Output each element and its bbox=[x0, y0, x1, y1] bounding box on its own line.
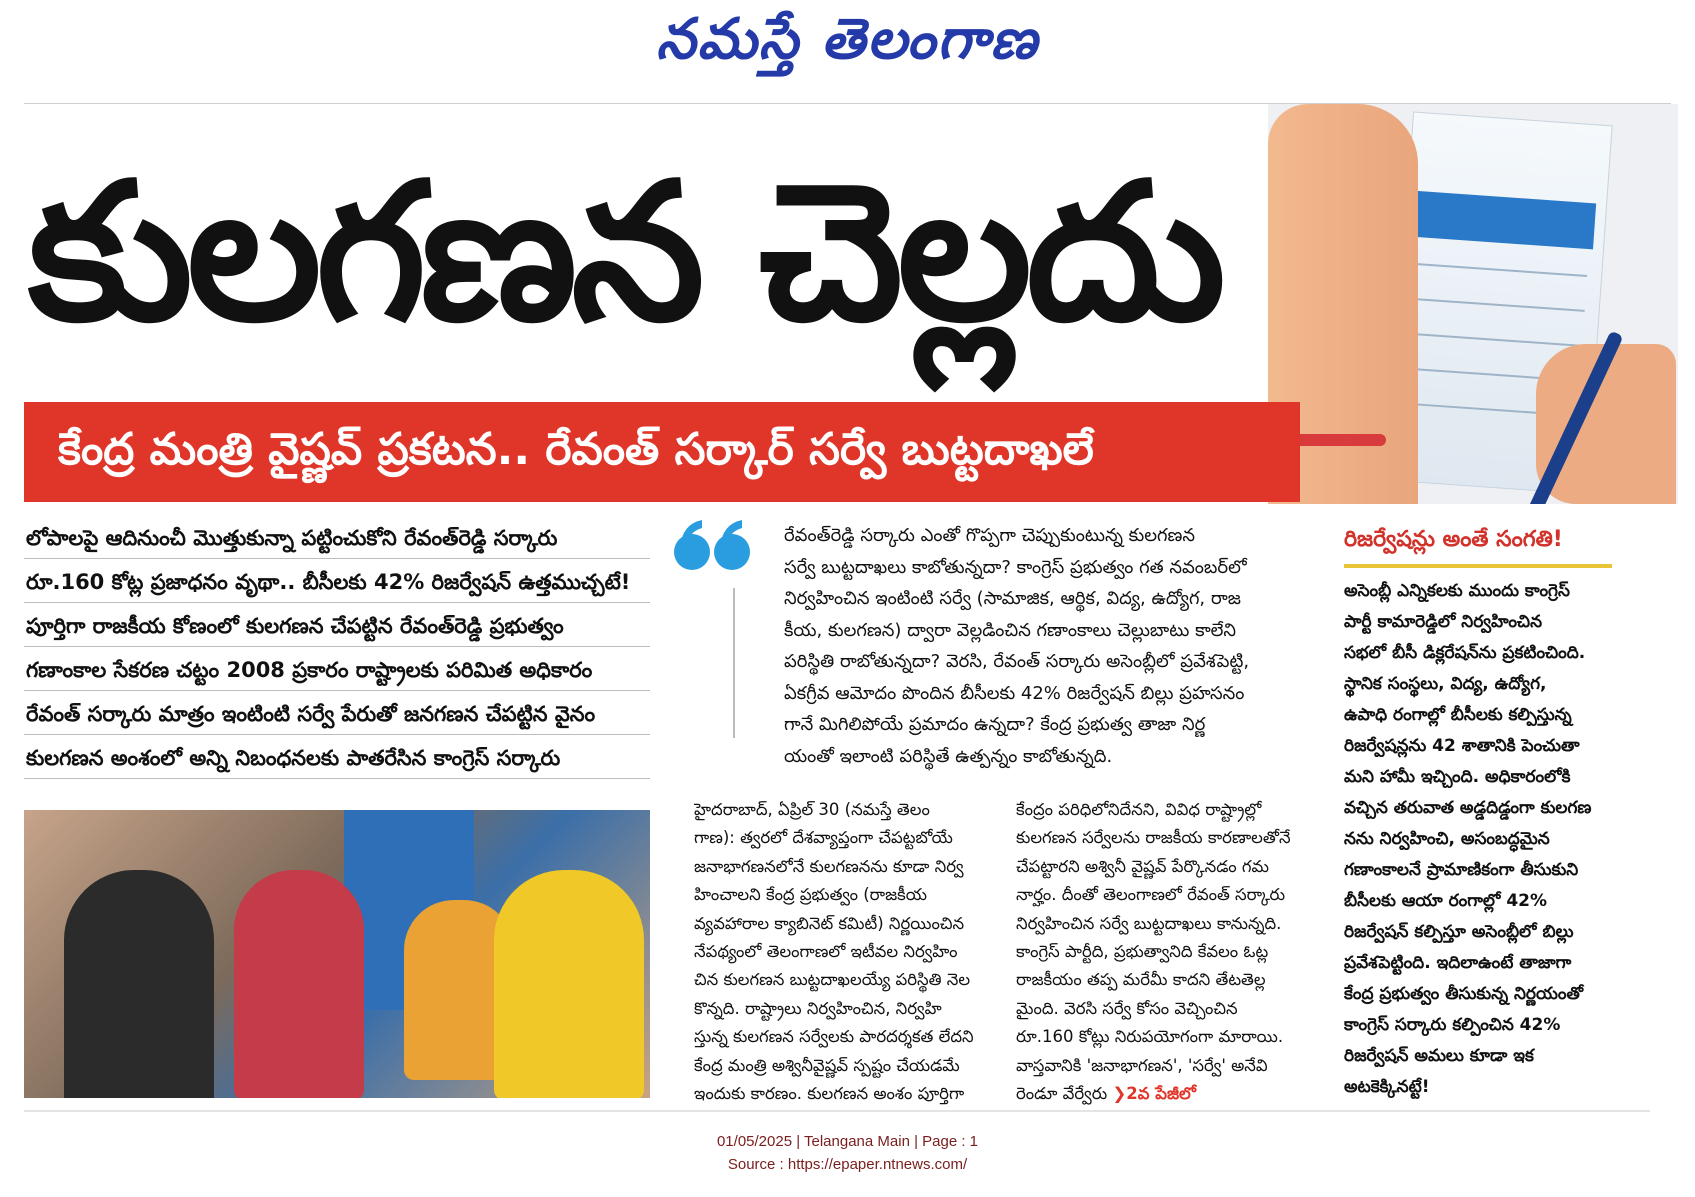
article-line: చిన కులగణన బుట్టదాఖలయ్యే పరిస్థితి నెల bbox=[694, 970, 971, 990]
highlight-item: గణాంకాల సేకరణ చట్టం 2008 ప్రకారం రాష్ట్రాలకు పరిమిత అధికారం bbox=[24, 650, 650, 691]
subheadline: కేంద్ర మంత్రి వైష్ణవ్ ప్రకటన.. రేవంత్ సర్కార్ సర్వే బుట్టదాఖలే bbox=[58, 424, 1094, 475]
pull-quote-line: రేవంత్‌రెడ్డి సర్కారు ఎంతో గొప్పగా చెప్పుకుంటున్న కులగణన bbox=[784, 525, 1196, 546]
article-line: గాణ): త్వరలో దేశవ్యాప్తంగా చేపట్టబోయే bbox=[694, 828, 953, 848]
quote-icon bbox=[672, 518, 754, 578]
pull-quote-line: యంతో ఇలాంటి పరిస్థితే ఉత్పన్నం కాబోతున్నది. bbox=[784, 745, 1113, 767]
sidebar-line: అటకెక్కినట్టే! bbox=[1344, 1077, 1430, 1097]
article-line: కేంద్ర మంత్రి అశ్వినీవైష్ణవ్ స్పష్టం చేయడమే bbox=[694, 1055, 960, 1075]
sidebar-line: వచ్చిన తరువాత అడ్డదిడ్డంగా కులగణ bbox=[1344, 798, 1592, 818]
article-line: చేపట్టారని అశ్వినీ వైష్ణవ్ పేర్కొనడం గమ bbox=[1016, 856, 1269, 876]
article-line: ఇందుకు కారణం. కులగణన అంశం పూర్తిగా bbox=[694, 1084, 965, 1104]
pull-quote-line: ఏకగ్రీవ ఆమోదం పొందిన బీసీలకు 42% రిజర్వేషన్ బిల్లు ప్రహసనం bbox=[784, 682, 1245, 704]
sidebar-line: స్థానిక సంస్థలు, విద్య, ఉద్యోగ, bbox=[1344, 674, 1547, 694]
sidebar-line: ఉపాధి రంగాల్లో బీసీలకు కల్పిస్తున్న bbox=[1344, 705, 1572, 725]
article-line: హైదరాబాద్, ఏప్రిల్ 30 (నమస్తే తెలం bbox=[694, 800, 930, 819]
article-line: కేంద్రం పరిధిలోనిదేనని, వివిధ రాష్ట్రాల్లో bbox=[1016, 800, 1262, 819]
highlight-item: పూర్తిగా రాజకీయ కోణంలో కులగణన చేపట్టిన రేవంత్‌రెడ్డి ప్రభుత్వం bbox=[24, 606, 650, 647]
highlight-item: రేవంత్ సర్కారు మాత్రం ఇంటింటి సర్వే పేరుతో జనగణన చేపట్టిన వైనం bbox=[24, 694, 650, 735]
article-line: రాజకీయం తప్ప మరేమీ కాదని తేటతెల్ల bbox=[1016, 970, 1266, 990]
article-column-1 bbox=[694, 796, 1010, 1108]
quote-rule bbox=[733, 588, 735, 738]
sidebar-box bbox=[1344, 518, 1656, 1103]
sidebar-line: నను నిర్వహించి, అసంబద్ధమైన bbox=[1344, 829, 1550, 849]
sidebar-line: కాంగ్రెస్ సర్కారు కల్పించిన 42% bbox=[1344, 1015, 1561, 1035]
newspaper-logo: నమస్తే తెలంగాణ bbox=[656, 6, 1039, 72]
sidebar-line: ప్రవేశపెట్టింది. ఇదిలాఉంటే తాజాగా bbox=[1344, 953, 1572, 973]
sidebar-line: గణాంకాలనే ప్రామాణికంగా తీసుకుని bbox=[1344, 860, 1579, 880]
article-line: మైంది. వెరసి సర్వే కోసం వెచ్చించిన bbox=[1016, 998, 1238, 1018]
article-line: రూ.160 కోట్లు నిరుపయోగంగా మారాయి. bbox=[1016, 1027, 1284, 1047]
pull-quote-line: నిర్వహించిన ఇంటింటి సర్వే (సామాజిక, ఆర్థిక, విద్య, ఉద్యోగ, రాజ bbox=[784, 588, 1241, 609]
highlights-list bbox=[24, 518, 650, 782]
article-line: వాస్తవానికి 'జనాభాగణన', 'సర్వే' అనేవి bbox=[1016, 1055, 1268, 1075]
article-line: స్తున్న కులగణన సర్వేలకు పారదర్శకత లేదని bbox=[694, 1027, 974, 1047]
article-line: జనాభాగణనలోనే కులగణనను కూడా నిర్వ bbox=[694, 856, 964, 876]
highlight-item: రూ.160 కోట్ల ప్రజాధనం వృథా.. బీసీలకు 42% రిజర్వేషన్ ఉత్తముచ్చటే! bbox=[24, 562, 650, 603]
sidebar-line: రిజర్వేషన్లను 42 శాతానికి పెంచుతా bbox=[1344, 736, 1580, 756]
sidebar-line: రిజర్వేషన్ అమలు కూడా ఇక bbox=[1344, 1046, 1534, 1066]
article-line: నార్హం. దీంతో తెలంగాణలో రేవంత్ సర్కారు bbox=[1016, 885, 1286, 905]
sidebar-line: అసెంబ్లీ ఎన్నికలకు ముందు కాంగ్రెస్ bbox=[1344, 581, 1570, 601]
article-line-last bbox=[1016, 1080, 1332, 1108]
sidebar-body bbox=[1344, 576, 1656, 1103]
pull-quote-line: కీయ, కులగణన) ద్వారా వెల్లడించిన గణాంకాలు చెల్లుబాటు కాలేని bbox=[784, 619, 1237, 641]
person-boy bbox=[494, 870, 644, 1098]
sidebar-title: రిజర్వేషన్లు అంతే సంగతి! bbox=[1344, 518, 1612, 568]
pull-quote-line: పరిస్థితి రాబోతున్నదా? వెరసి, రేవంత్ సర్కారు అసెంబ్లీలో ప్రవేశపెట్టి, bbox=[784, 651, 1250, 672]
subheadline-banner bbox=[24, 402, 1300, 502]
article-line: హించాలని కేంద్ర ప్రభుత్వం (రాజకీయ bbox=[694, 885, 927, 905]
article-line: నేపథ్యంలో తెలంగాణలో ఇటీవల నిర్వహిం bbox=[694, 942, 958, 962]
person-surveyor bbox=[234, 870, 364, 1098]
person-girl bbox=[64, 870, 214, 1098]
sidebar-line: రిజర్వేషన్ కల్పిస్తూ అసెంబ్లీలో బిల్లు bbox=[1344, 922, 1574, 942]
sidebar-line: బీసీలకు ఆయా రంగాల్లో 42% bbox=[1344, 891, 1548, 911]
highlight-item: లోపాలపై ఆదినుంచీ మొత్తుకున్నా పట్టించుకోని రేవంత్‌రెడ్డి సర్కారు bbox=[24, 518, 650, 559]
article-line: వ్యవహారాల క్యాబినెట్ కమిటీ) నిర్ణయించిన bbox=[694, 913, 965, 933]
pull-quote-line: సర్వే బుట్టదాఖలు కాబోతున్నదా? కాంగ్రెస్ ప్రభుత్వం గత నవంబర్‌లో bbox=[784, 556, 1247, 578]
edition-info: 01/05/2025 | Telangana Main | Page : 1 bbox=[716, 1133, 979, 1150]
sidebar-line: పార్టీ కామారెడ్డిలో నిర్వహించిన bbox=[1344, 612, 1543, 632]
sidebar-line: కేంద్ర ప్రభుత్వం తీసుకున్న నిర్ణయంతో bbox=[1344, 984, 1584, 1004]
sidebar-line: మని హామీ ఇచ్చింది. అధికారంలోకి bbox=[1344, 767, 1571, 787]
article-line: కాంగ్రెస్ పార్టీది, ప్రభుత్వానిది కేవలం ఓట్ల bbox=[1016, 942, 1269, 962]
masthead bbox=[0, 0, 1695, 102]
survey-form-photo bbox=[1268, 104, 1678, 504]
continued-on-page-link[interactable]: ❯2వ పేజీలో bbox=[1112, 1084, 1197, 1104]
article-column-2 bbox=[1016, 796, 1332, 1108]
article-line: కులగణన సర్వేలను రాజకీయ కారణాలతోనే bbox=[1016, 828, 1291, 848]
article-line: రెండూ వేర్వేరు bbox=[1016, 1084, 1108, 1104]
article-line: నిర్వహించిన సర్వే బుట్టదాఖలు కానున్నది. bbox=[1016, 913, 1282, 933]
pull-quote-line: గానే మిగిలిపోయే ప్రమాదం ఉన్నదా? కేంద్ర ప్రభుత్వ తాజా నిర్ణ bbox=[784, 714, 1206, 735]
highlight-item: కులగణన అంశంలో అన్ని నిబంధనలకు పాతరేసిన కాంగ్రెస్ సర్కారు bbox=[24, 738, 650, 779]
sidebar-line: సభలో బీసీ డిక్లరేషన్‌ను ప్రకటించింది. bbox=[1344, 643, 1586, 663]
survey-scene-photo bbox=[24, 810, 650, 1098]
article-line: కొన్నది. రాష్ట్రాలు నిర్వహించిన, నిర్వహి bbox=[694, 998, 942, 1018]
pull-quote bbox=[784, 520, 1320, 772]
main-headline: కులగణన చెల్లదు bbox=[28, 142, 1220, 363]
source-link[interactable]: Source : https://epaper.ntnews.com/ bbox=[727, 1156, 968, 1173]
footer-divider bbox=[24, 1110, 1650, 1112]
